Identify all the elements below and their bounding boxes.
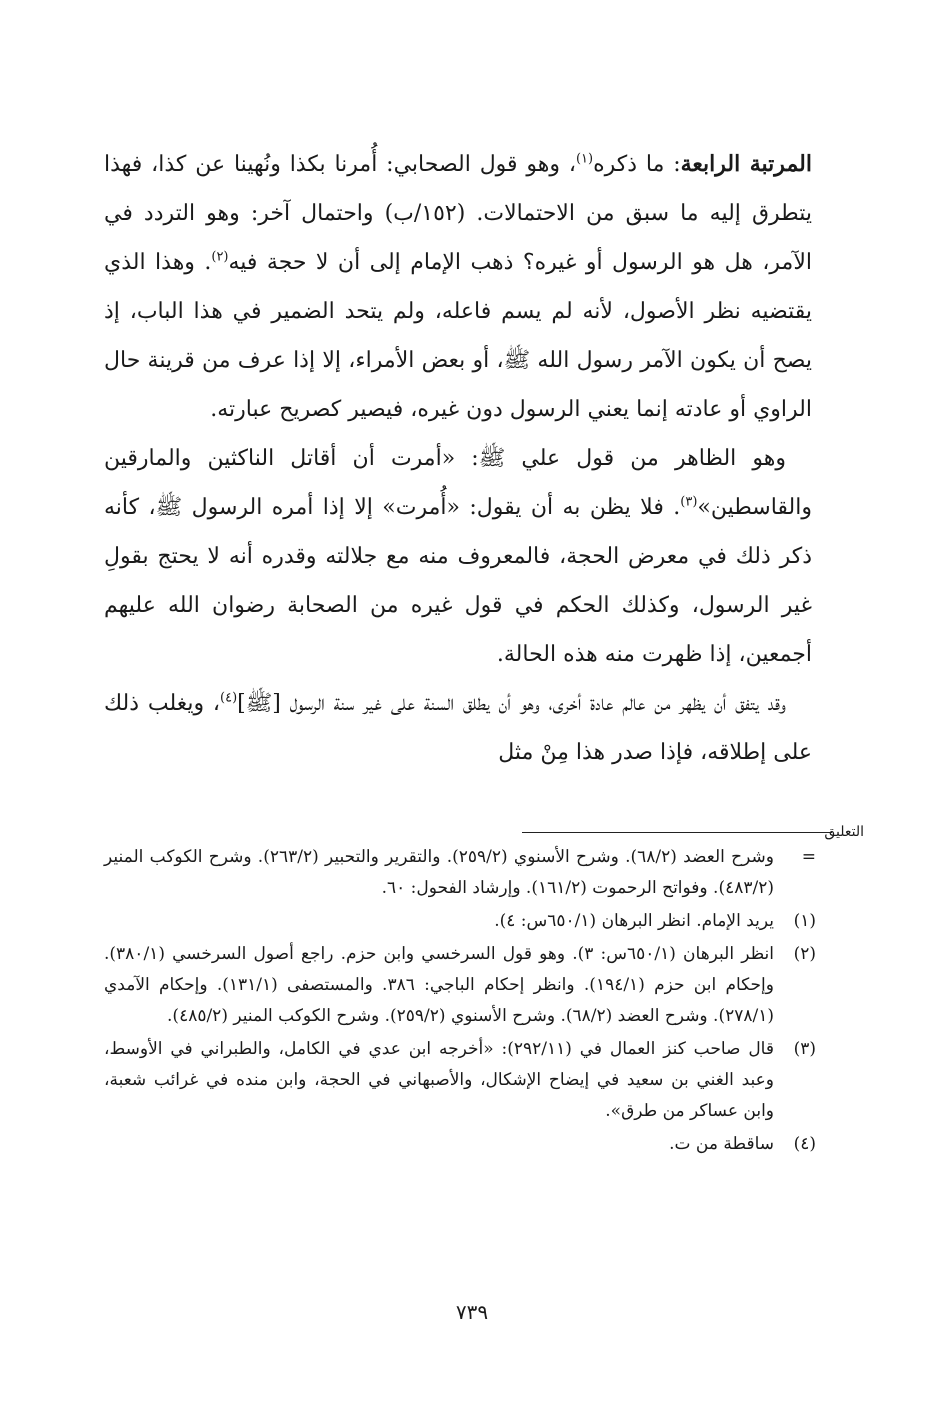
footnote-3 <box>104 1034 816 1127</box>
text-run: ، ويغلب ذلك على إطلاقه، فإذا صدر هذا مِنْ مثل <box>104 691 812 765</box>
text-run: وهو الظاهر من قول علي ﷺ: «أمرت أن أقاتل الناكثين والمارقين والقاسطين» <box>104 446 812 520</box>
paragraph-2 <box>104 434 812 679</box>
footnotes-label: التعليق <box>824 824 864 840</box>
footnote-4 <box>104 1129 816 1160</box>
footnote-number: (٤) <box>793 1134 816 1154</box>
text-run: وقد يتفق أن يظهر من عالم عادة أخرى، وهو أن يطلق السنة على غير سنة الرسول [ﷺ] <box>237 691 786 716</box>
footnote-text: يريد الإمام. انظر البرهان (٦٥٠/١س: ٤). <box>494 911 774 931</box>
footnote-number: = <box>801 847 816 867</box>
footnote-1 <box>104 906 816 937</box>
footnote-text: انظر البرهان (٦٥٠/١س: ٣). وهو قول السرخسي وابن حزم. راجع أصول السرخسي (٣٨٠/١). وإحكام ابن حزم (١٩٤/١). وانظر إحكام الباجي: ٣٨٦. والمستصفى (١٣١/١). وإحكام الآمدي (٢٧٨/١). وشرح العضد (٦٨/٢). وشرح الأسنوي (٢٥٩/٢). وشرح الكوكب المنير (٤٨٥/٢). <box>104 944 774 1026</box>
footnote-text: وشرح العضد (٦٨/٢). وشرح الأسنوي (٢٥٩/٢). والتقرير والتحبير (٢٦٣/٢). وشرح الكوكب المنير (٤٨٣/٢). وفواتح الرحموت (١٦١/٢). وإرشاد الفحول: ٦٠. <box>104 847 774 898</box>
footnote-text: ساقطة من ت. <box>669 1134 774 1154</box>
text-run: . وهذا الذي يقتضيه نظر الأصول، لأنه لم يسم فاعله، ولم يتحد الضمير في هذا الباب، إذ يصح أن يكون الآمر رسول الله ﷺ، أو بعض الأمراء، إلا إذا عرف من قرينة حال الراوي أو عادته إنما يعني الرسول دون غيره، فيصير كصريح عبارته. <box>104 250 812 422</box>
text-run: . فلا يظن به أن يقول: «أُمرت» إلا إذا أمره الرسول ﷺ، كأنه ذكر ذلك في معرض الحجة، فالمعروف منه مع جلالته وقدره أنه لا يحتج بقولِ غير الرسول، وكذلك الحكم في قول غيره من الصحابة رضوان الله عليهم أجمعين، إذا ظهرت منه هذه الحالة. <box>104 495 812 667</box>
footnote-ref: (٣) <box>680 494 698 510</box>
paragraph-3 <box>104 679 812 777</box>
footnote-text: قال صاحب كنز العمال في (٢٩٢/١١): «أخرجه ابن عدي في الكامل، والطبراني في الأوسط، وعبد الغني بن سعيد في إيضاح الإشكال، والأصبهاني في الحجة، وابن منده في غرائب شعبة، وابن عساكر من طرق». <box>104 1039 774 1121</box>
paragraph-1 <box>104 140 812 434</box>
footnote-number: (٢) <box>793 944 816 964</box>
text-run: : ما ذكره <box>593 152 681 177</box>
footnote-number: (٣) <box>793 1039 816 1059</box>
page-number: ٧٣٩ <box>455 1300 489 1324</box>
main-text <box>104 140 812 777</box>
footnotes <box>104 842 816 1162</box>
footnote-ref: (٤) <box>220 690 238 706</box>
footnote-ref: (١) <box>575 151 594 167</box>
footnote-ref: (٢) <box>211 249 229 265</box>
footnote-number: (١) <box>793 911 816 931</box>
paragraph-lead: المرتبة الرابعة <box>680 151 812 177</box>
text-run: ، وهو قول الصحابي: أُمرنا بكذا ونُهينا عن كذا، فهذا يتطرق إليه ما سبق من الاحتمالات. (١٥٢/ب) واحتمال آخر: وهو التردد في الآمر، هل هو الرسول أو غيره؟ ذهب الإمام إلى أن لا حجة فيه <box>104 152 812 275</box>
footnotes-divider <box>522 832 832 833</box>
footnote-2 <box>104 939 816 1032</box>
footnote-continuation <box>104 842 816 904</box>
